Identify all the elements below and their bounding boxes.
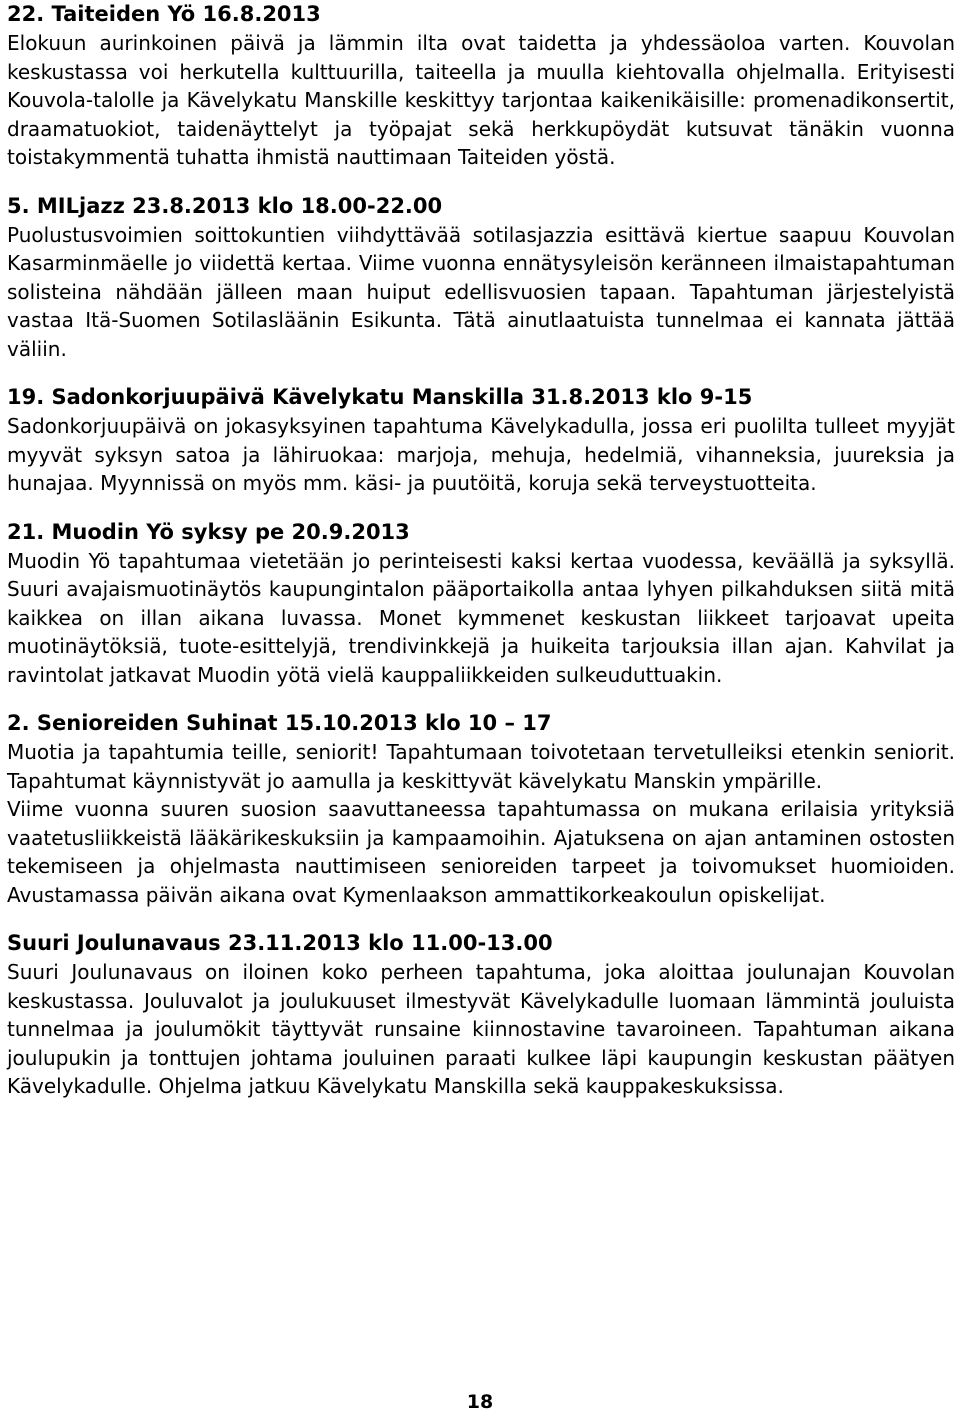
page-number: 18: [466, 1391, 494, 1413]
section-body: Puolustusvoimien soittokuntien viihdyttävää sotilasjazzia esittävä kiertue saapuu Kouvolan Kasarminmäelle jo viidettä kertaa. Viime vuonna ennätysyleisön keränneen ilmaistapahtuman solisteina nähdään jälleen maan huiput edellisvuosien tapaan. Tapahtuman järjestelyistä vastaa Itä-Suomen Sotilasläänin Esikunta. Tätä ainutlaatuista tunnelmaa ei kannata jättää väliin.: [7, 222, 955, 361]
section-body: Muotia ja tapahtumia teille, seniorit! Tapahtumaan toivotetaan tervetulleiksi etenkin seniorit. Tapahtumat käynnistyvät jo aamulla ja keskittyvät kävelykatu Manskin ympärille.: [7, 740, 955, 793]
section-heading: 22. Taiteiden Yö 16.8.2013: [7, 2, 321, 26]
section-heading: 2. Senioreiden Suhinat 15.10.2013 klo 10 – 17: [7, 711, 552, 735]
section-body: Muodin Yö tapahtumaa vietetään jo perinteisesti kaksi kertaa vuodessa, keväällä ja syksyllä. Suuri avajaismuotinäytös kaupungintalon pääportaikolla antaa lyhyen pilkahduksen siitä mitä kaikkea on illan aikana luvassa. Monet kymmenet keskustan liikkeet tarjoavat upeita muotinäytöksiä, tuote-esittelyjä, trendivinkkejä ja huikeita tarjouksia illan ajan. Kahvilat ja ravintolat jatkavat Muodin yötä vielä kauppaliikkeiden sulkeuduttuakin.: [7, 548, 955, 687]
event-senioreiden-suhinat: [7, 709, 955, 909]
section-heading: 21. Muodin Yö syksy pe 20.9.2013: [7, 519, 410, 544]
section-heading: Suuri Joulunavaus 23.11.2013 klo 11.00-13.00: [7, 931, 553, 955]
event-sadonkorjuupaiva: [7, 383, 955, 498]
section-spacer: [7, 909, 955, 929]
document-page: [7, 0, 955, 1101]
section-body: Suuri Joulunavaus on iloinen koko perheen tapahtuma, joka aloittaa joulunajan Kouvolan keskustassa. Jouluvalot ja joulukuuset ilmestyvät Kävelykadulle luomaan lämmintä jouluista tunnelmaa ja joulumökit täyttyvät runsaine kiinnostavine tavaroineen. Tapahtuman aikana joulupukin ja tonttujen johtama jouluinen paraati kulkee läpi kaupungin keskustan päätyen Kävelykadulle. Ohjelma jatkuu Kävelykatu Manskilla sekä kauppakeskuksissa.: [7, 960, 955, 1098]
section-body: Elokuun aurinkoinen päivä ja lämmin ilta ovat taidetta ja yhdessäoloa varten. Kouvolan keskustassa voi herkutella kulttuurilla, taiteella ja muulla kiehtovalla ohjelmalla. Erityisesti Kouvola-talolle ja Kävelykatu Manskille keskittyy tarjontaa kaikenikäisille: promenadikonsertit, draamatuokiot, taidenäyttelyt ja työpajat sekä herkkupöydät kutsuvat tänäkin vuonna toistakymmentä tuhatta ihmistä nauttimaan Taiteiden yöstä.: [7, 31, 955, 169]
section-spacer: [7, 498, 955, 518]
event-taiteiden-yo: [7, 0, 955, 172]
event-muodin-yo: [7, 518, 955, 690]
section-spacer: [7, 172, 955, 192]
section-spacer: [7, 689, 955, 709]
section-body: Sadonkorjuupäivä on jokasyksyinen tapahtuma Kävelykadulla, jossa eri puolilta tulleet myyjät myyvät syksyn satoa ja lähiruokaa: marjoja, mehuja, hedelmiä, vihanneksia, juureksia ja hunajaa. Myynnissä on myös mm. käsi- ja puutöitä, koruja sekä terveystuotteita.: [7, 414, 955, 495]
event-miljazz: [7, 192, 955, 364]
event-suuri-joulunavaus: [7, 929, 955, 1101]
section-spacer: [7, 363, 955, 383]
section-heading: 5. MILjazz 23.8.2013 klo 18.00-22.00: [7, 193, 443, 218]
section-body-continued: Viime vuonna suuren suosion saavuttaneessa tapahtumassa on mukana erilaisia yrityksiä vaatetusliikkeistä lääkärikeskuksiin ja kampaamoihin. Ajatuksena on ajan antaminen ostosten tekemiseen ja ohjelmasta nauttimiseen senioreiden tarpeet ja toivomukset huomioiden. Avustamassa päivän aikana ovat Kymenlaakson ammattikorkeakoulun opiskelijat.: [7, 797, 955, 907]
section-heading: 19. Sadonkorjuupäivä Kävelykatu Manskilla 31.8.2013 klo 9-15: [7, 385, 753, 409]
